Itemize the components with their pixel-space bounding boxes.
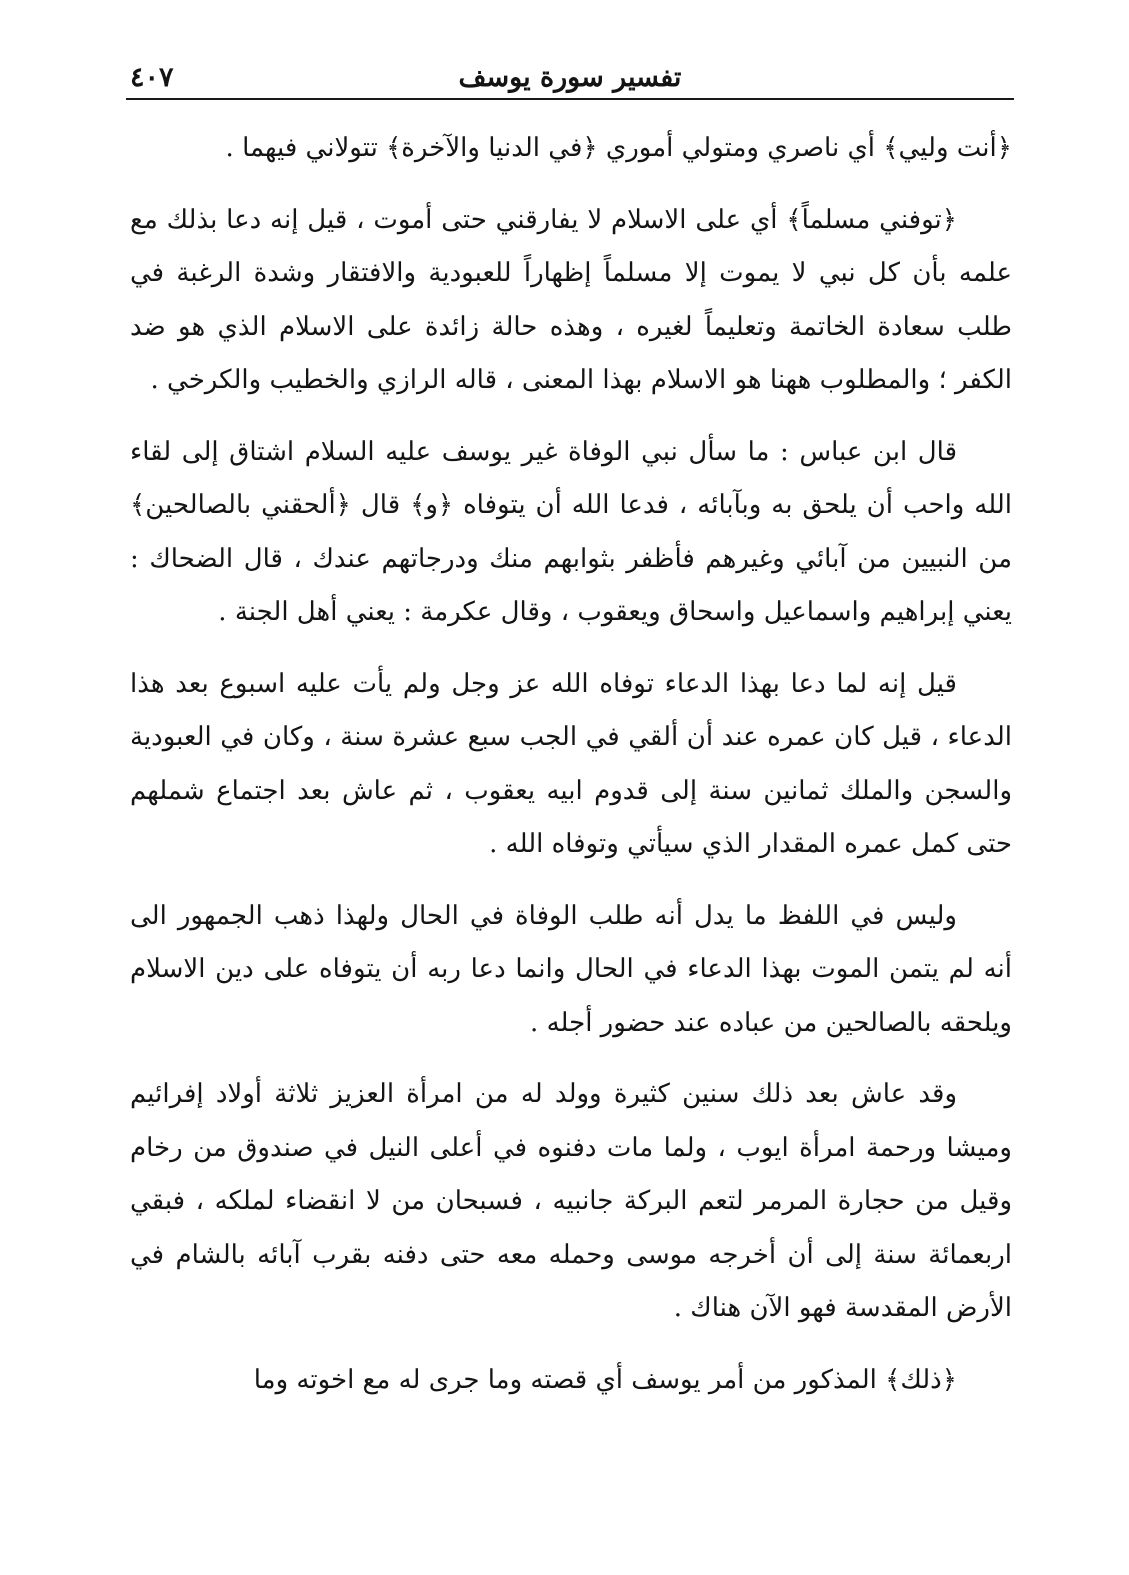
- paragraph: وليس في اللفظ ما يدل أنه طلب الوفاة في الحال ولهذا ذهب الجمهور الى أنه لم يتمن الموت بهذا الدعاء في الحال وانما دعا ربه أن يتوفاه على دين الاسلام ويلحقه بالصالحين من عباده عند حضور أجله .: [130, 900, 1012, 1038]
- paragraph: ﴿أنت وليي﴾ أي ناصري ومتولي أموري ﴿في الدنيا والآخرة﴾ تتولاني فيهما .: [225, 133, 1012, 163]
- paragraph: ﴿توفني مسلماً﴾ أي على الاسلام لا يفارقني حتى أموت ، قيل إنه دعا بذلك مع علمه بأن كل نبي لا يموت إلا مسلماً إظهاراً للعبودية والافتقار وشدة الرغبة في طلب سعادة الخاتمة وتعليماً لغيره ، وهذه حالة زائدة على الاسلام الذي هو ضد الكفر ؛ والمطلوب ههنا هو الاسلام بهذا المعنى ، قاله الرازي والخطيب والكرخي .: [130, 204, 1012, 395]
- paragraph: قال ابن عباس : ما سأل نبي الوفاة غير يوسف عليه السلام اشتاق إلى لقاء الله واحب أن يلحق به وبآبائه ، فدعا الله أن يتوفاه ﴿و﴾ قال ﴿ألحقني بالصالحين﴾ من النبيين من آبائي وغيرهم فأظفر بثوابهم منك ودرجاتهم عندك ، قال الضحاك : يعني إبراهيم واسماعيل واسحاق ويعقوب ، وقال عكرمة : يعني أهل الجنة .: [130, 436, 1012, 627]
- paragraph: وقد عاش بعد ذلك سنين كثيرة وولد له من امرأة العزيز ثلاثة أولاد إفرائيم وميشا ورحمة امرأة ايوب ، ولما مات دفنوه في أعلى النيل في صندوق من رخام وقيل من حجارة المرمر لتعم البركة جانبيه ، فسبحان من لا انقضاء لملكه ، فبقي اربعمائة سنة إلى أن أخرجه موسى وحمله معه حتى دفنه بقرب آبائه بالشام في الأرض المقدسة فهو الآن هناك .: [130, 1079, 1012, 1323]
- paragraph: قيل إنه لما دعا بهذا الدعاء توفاه الله عز وجل ولم يأت عليه اسبوع بعد هذا الدعاء ، قيل كان عمره عند أن ألقي في الجب سبع عشرة سنة ، وكان في العبودية والسجن والملك ثمانين سنة إلى قدوم ابيه يعقوب ، ثم عاش بعد اجتماع شملهم حتى كمل عمره المقدار الذي سيأتي وتوفاه الله .: [130, 668, 1012, 859]
- page-header: [126, 54, 1014, 100]
- body-text: [130, 122, 1012, 1407]
- page-number: ٤٠٧: [130, 62, 174, 93]
- paragraph: ﴿ذلك﴾ المذكور من أمر يوسف أي قصته وما جرى له مع اخوته وما: [253, 1364, 957, 1395]
- running-title: تفسير سورة يوسف: [458, 62, 682, 93]
